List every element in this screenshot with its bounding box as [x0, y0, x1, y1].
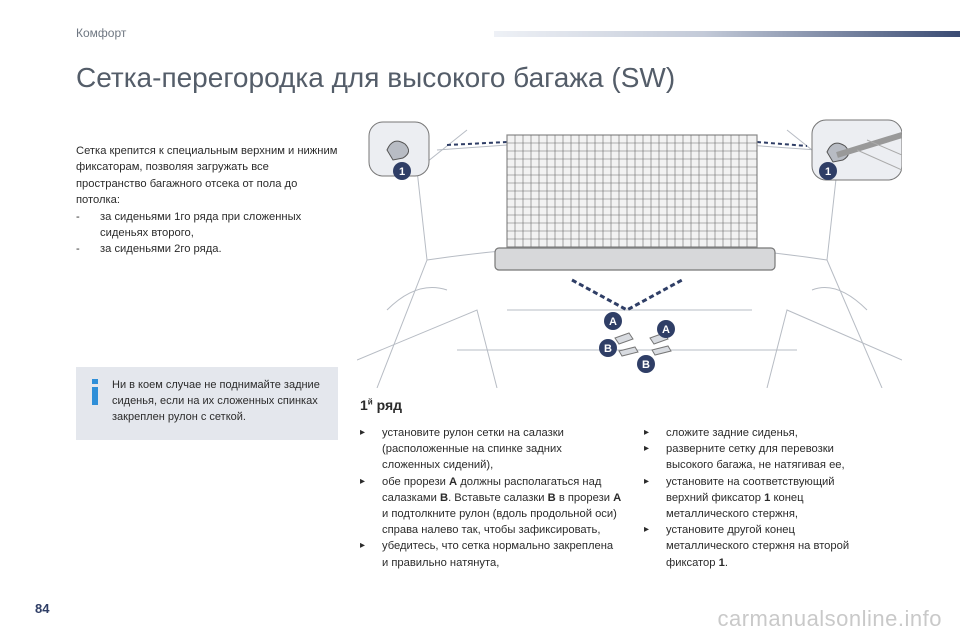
callout-1-left — [393, 162, 411, 180]
page-number: 84 — [35, 601, 50, 616]
instruction-text: B — [547, 491, 556, 504]
arrow-bullet-icon: ▸ — [644, 427, 650, 438]
intro-paragraph: Сетка крепится к специальным верхним и нижним фиксаторам, позволяя загружать все пространство багажного отсека от пола до потолка: — [76, 145, 338, 207]
intro-block — [76, 143, 338, 258]
row-heading — [360, 397, 402, 413]
instruction-item — [644, 425, 880, 441]
instruction-item — [644, 522, 880, 571]
page-title: Сетка-перегородка для высокого багажа (SW) — [76, 62, 676, 93]
callout-1-right — [819, 162, 837, 180]
instruction-text: . — [724, 556, 728, 569]
arrow-down — [572, 280, 682, 310]
note-text: Ни в коем случае не поднимайте задние сиденья, если на их сложенных спинках закреплен рулон с сеткой. — [112, 379, 320, 423]
note-box — [76, 367, 338, 440]
arrow-bullet-icon: ▸ — [360, 427, 366, 438]
intro-list-item-text: за сиденьями 2го ряда. — [100, 243, 222, 256]
dash-marker: - — [76, 210, 80, 223]
row-heading-suffix: й — [367, 397, 373, 407]
watermark: carmanualsonline.info — [717, 606, 942, 631]
arrow-bullet-icon: ▸ — [360, 475, 366, 487]
instruction-text: A — [449, 475, 458, 488]
instruction-item — [360, 474, 622, 539]
instructions-right-column — [644, 425, 880, 571]
instruction-item — [644, 441, 880, 473]
arrow-bullet-icon: ▸ — [644, 443, 650, 455]
callout-a-left-label: A — [609, 316, 617, 328]
callout-1-left-label: 1 — [398, 166, 406, 178]
instruction-item — [360, 425, 622, 474]
callout-b-left-label: B — [604, 343, 612, 355]
arrow-bullet-icon: ▸ — [360, 540, 366, 552]
instructions-left-column — [360, 425, 622, 571]
row-heading-text: ряд — [376, 397, 403, 413]
callout-a-right — [657, 320, 675, 338]
instruction-text: установите другой конец металлического стержня на второй фиксатор — [666, 524, 850, 569]
instruction-text: должны располагаться над салазками — [382, 475, 602, 504]
instruction-text: . Вставьте салазки — [448, 491, 548, 504]
instruction-text: и подтолкните рулон (вдоль продольной оси) справа налево так, чтобы зафиксировать, — [382, 508, 617, 537]
row-heading-number: 1 — [360, 397, 368, 413]
intro-list-item — [76, 241, 338, 257]
callout-1-right-label: 1 — [824, 166, 832, 178]
arrow-bullet-icon: ▸ — [644, 524, 650, 536]
callout-b-right-label: B — [642, 359, 650, 371]
instruction-text: в прорези — [555, 491, 614, 504]
instruction-text: сложите задние сиденья, — [666, 427, 798, 439]
callout-b-right — [637, 355, 655, 373]
dash-marker: - — [76, 243, 80, 256]
instruction-text: убедитесь, что сетка нормально закреплена и правильно натянута, — [382, 540, 614, 569]
section-label: Комфорт — [76, 26, 127, 40]
instruction-item — [644, 474, 880, 523]
arrow-bullet-icon: ▸ — [644, 475, 650, 487]
instruction-text: установите на соответствующий верхний фиксатор — [666, 475, 835, 504]
instruction-text: обе прорези — [382, 475, 450, 488]
net-roller — [495, 248, 775, 270]
intro-list-item — [76, 209, 338, 242]
callout-b-left — [599, 339, 617, 357]
instruction-text: разверните сетку для перевозки высокого багажа, не натягивая ее, — [666, 443, 845, 472]
instruction-text: B — [439, 491, 449, 504]
cargo-net-illustration — [357, 110, 902, 388]
instruction-text: установите рулон сетки на салазки (расположенные на спинке задних сложенных сидений), — [382, 427, 564, 472]
instruction-text: 1 — [718, 556, 725, 569]
callout-a-right-label: A — [662, 324, 670, 336]
instruction-item — [360, 538, 622, 570]
intro-list-item-text: за сиденьями 1го ряда при сложенных сиденьях второго, — [100, 210, 302, 240]
callout-a-left — [604, 312, 622, 330]
instruction-text: конец металлического стержня, — [666, 491, 804, 521]
header-bar — [494, 31, 960, 37]
instruction-text: 1 — [764, 491, 771, 504]
info-icon — [86, 379, 104, 405]
instruction-text: A — [613, 491, 622, 504]
